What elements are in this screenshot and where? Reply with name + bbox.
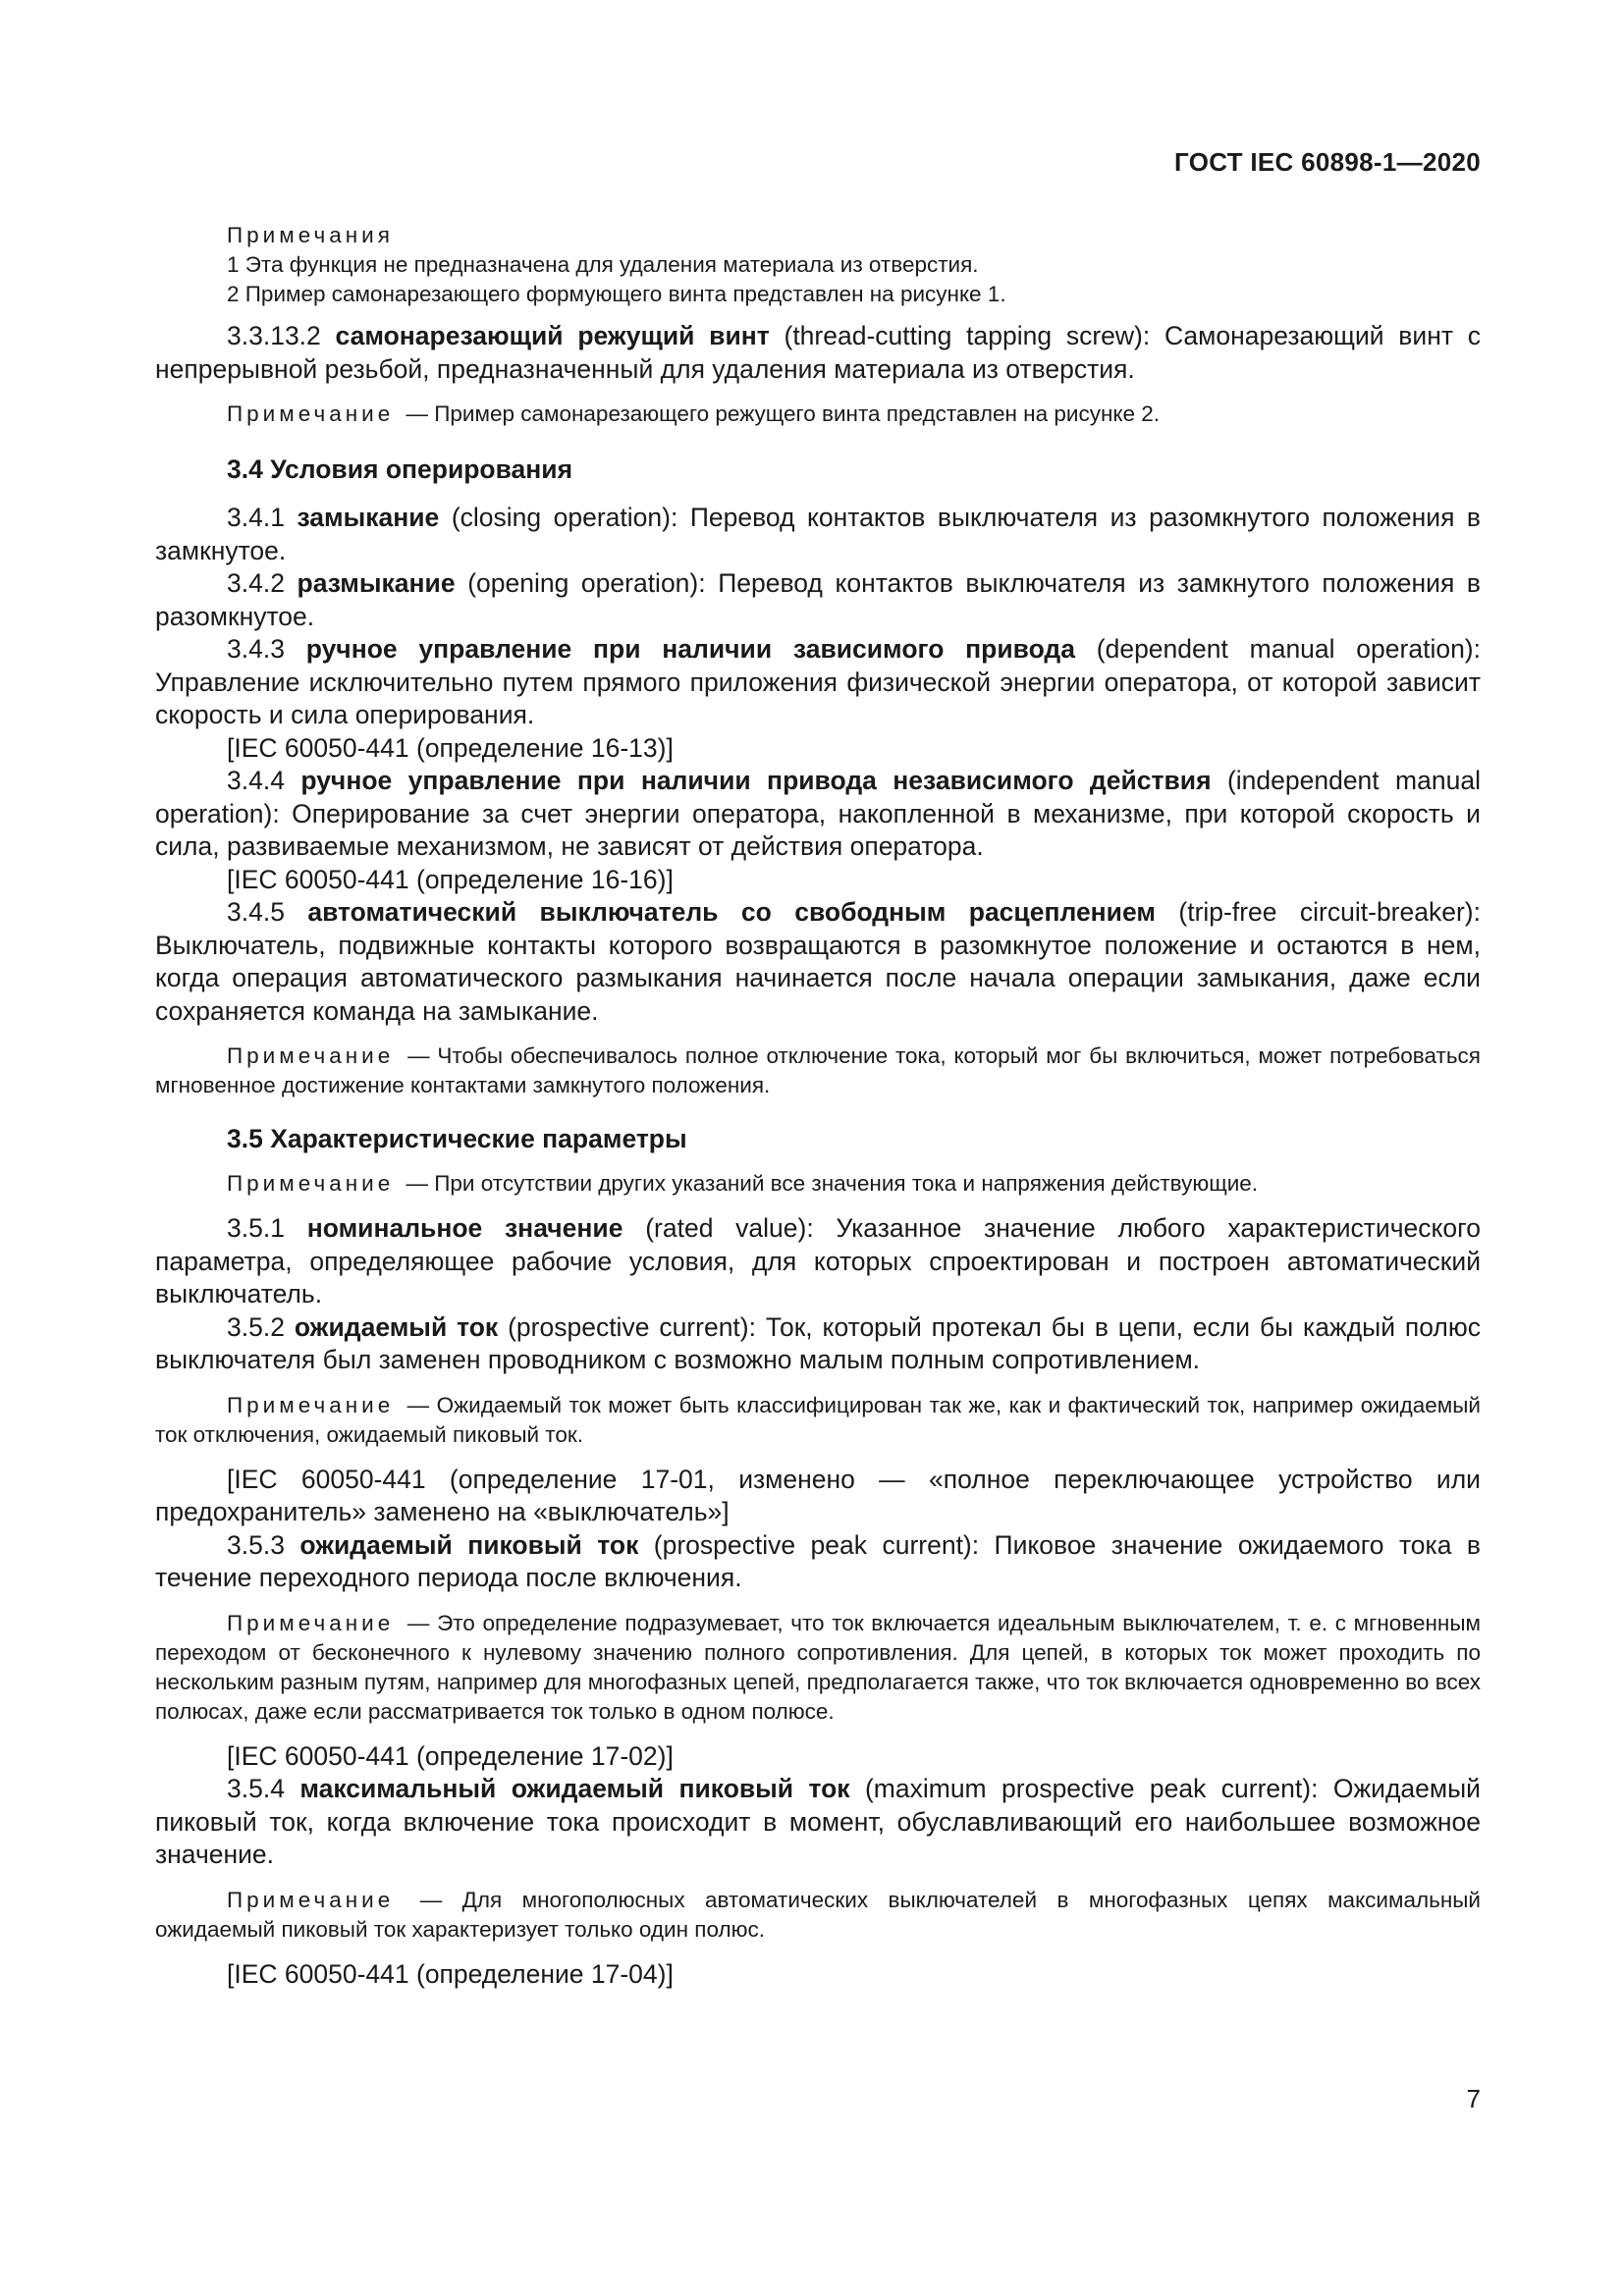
definition-text: (dependent manual operation): Управление исключительно путем прямого приложения физической энергии оператора, от которой зависит скорость и сила оперирования. [155, 634, 1481, 729]
reference: [IEC 60050-441 (определение 17-04)] [227, 1958, 674, 1989]
note [155, 1886, 1481, 1945]
note-text: — Чтобы обеспечивалось полное отключение тока, который мог бы включиться, может потребоваться мгновенное достижение контактами замкнутого положения. [155, 1043, 1481, 1097]
definition-number: 3.4.2 [227, 568, 285, 598]
note-text: — При отсутствии других указаний все значения тока и напряжения действующие. [406, 1171, 1259, 1196]
definition-number: 3.3.13.2 [227, 321, 321, 350]
note-text: — Пример самонарезающего режущего винта представлен на рисунке 2. [406, 401, 1161, 426]
definition-3-4-4 [155, 765, 1481, 864]
definition-3-4-1 [155, 502, 1481, 567]
notes-label: Примечания [227, 223, 394, 247]
definition-3-5-3 [155, 1529, 1481, 1595]
note [155, 1041, 1481, 1100]
definition-number: 3.4.3 [227, 634, 285, 664]
reference: [IEC 60050-441 (определение 17-01, изменено — «полное переключающее устройство или предохранитель» заменено на «выключатель»] [155, 1464, 1481, 1526]
definition-3-5-1 [155, 1212, 1481, 1311]
section-heading: 3.4 Условия оперирования [227, 454, 573, 484]
note-label: Примечание [227, 1043, 395, 1068]
definition-text: (trip-free circuit-breaker): Выключатель, подвижные контакты которого возвращаются в разомкнутое положение и остаются в нем, когда операция автоматического размыкания начинается после начала операции замыкания, даже если сохраняется команда на замыкание. [155, 897, 1481, 1026]
document-header: ГОСТ IEC 60898-1—2020 [1174, 147, 1481, 177]
definition-term: размыкание [297, 568, 456, 598]
note-label: Примечание [227, 1392, 395, 1417]
definition-text: (prospective peak current): Пиковое значение ожидаемого тока в течение переходного периода после включения. [155, 1529, 1481, 1592]
definition-number: 3.5.2 [227, 1311, 285, 1342]
definition-text: (independent manual operation): Оперирование за счет энергии оператора, накопленной в механизме, при которой скорость и сила, развиваемые механизмом, не зависят от действия оператора. [155, 766, 1481, 861]
definition-3-4-5 [155, 896, 1481, 1028]
document-body [155, 221, 1481, 1991]
definition-term: ожидаемый ток [294, 1311, 499, 1342]
definition-term: автоматический выключатель со свободным расцеплением [307, 897, 1156, 927]
definition-term: ожидаемый пиковый ток [299, 1529, 639, 1560]
note-item: 1 Эта функция не предназначена для удаления материала из отверстия. [227, 252, 979, 277]
definition-3-5-2 [155, 1311, 1481, 1377]
definition-3-4-3 [155, 633, 1481, 732]
note-text: — Ожидаемый ток может быть классифицирован так же, как и фактический ток, например ожидаемый ток отключения, ожидаемый пиковый ток. [155, 1392, 1481, 1447]
note-label: Примечание [227, 1887, 395, 1912]
note-text: — Это определение подразумевает, что ток включается идеальным выключателем, т. е. с мгновенным переходом от бесконечного к нулевому значению полного сопротивления. Для цепей, в которых ток может проходить по нескольким разным путям, например для многофазных цепей, предполагается также, что ток включается одновременно во всех полюсах, даже если рассматривается ток только в одном полюсе. [155, 1610, 1481, 1724]
definition-text: (maximum prospective peak current): Ожидаемый пиковый ток, когда включение тока происходит в момент, обуславливающий его наибольшее возможное значение. [155, 1774, 1481, 1869]
definition-text: (opening operation): Перевод контактов выключателя из замкнутого положения в разомкнутое. [155, 568, 1481, 631]
note-text: — Для многополюсных автоматических выключателей в многофазных цепях максимальный ожидаемый пиковый ток характеризует только один полюс. [155, 1887, 1481, 1942]
reference: [IEC 60050-441 (определение 16-16)] [227, 864, 674, 894]
definition-3-5-4 [155, 1773, 1481, 1872]
definition-number: 3.5.3 [227, 1529, 285, 1560]
note [155, 1609, 1481, 1727]
note [155, 1391, 1481, 1450]
definition-text: (closing operation): Перевод контактов выключателя из разомкнутого положения в замкнутое. [155, 503, 1481, 565]
definition-term: самонарезающий режущий винт [335, 321, 770, 350]
definition-number: 3.4.4 [227, 766, 285, 795]
reference: [IEC 60050-441 (определение 17-02)] [227, 1740, 674, 1771]
section-heading: 3.5 Характеристические параметры [227, 1124, 687, 1153]
reference: [IEC 60050-441 (определение 16-13)] [227, 732, 674, 763]
definition-text: (thread-cutting tapping screw): Самонарезающий винт с непрерывной резьбой, предназначенный для удаления материала из отверстия. [155, 321, 1481, 384]
notes-block [155, 221, 1481, 309]
note-label: Примечание [227, 1610, 395, 1635]
definition-term: ручное управление при наличии привода независимого действия [300, 766, 1212, 795]
definition-term: замыкание [297, 503, 440, 532]
note-item: 2 Пример самонарезающего формующего винта представлен на рисунке 1. [227, 282, 1006, 306]
page-number: 7 [1466, 2084, 1481, 2113]
definition-number: 3.5.1 [227, 1213, 285, 1243]
definition-number: 3.4.5 [227, 897, 285, 927]
definition-number: 3.4.1 [227, 503, 285, 532]
note [155, 1169, 1481, 1199]
note-label: Примечание [227, 401, 395, 426]
definition-term: ручное управление при наличии зависимого привода [305, 634, 1075, 664]
definition-term: номинальное значение [306, 1213, 623, 1243]
definition-text: (rated value): Указанное значение любого характеристического параметра, определяющее рабочие условия, для которых спроектирован и построен автоматический выключатель. [155, 1213, 1481, 1308]
definition-term: максимальный ожидаемый пиковый ток [299, 1774, 850, 1803]
note-label: Примечание [227, 1171, 395, 1196]
note [155, 400, 1481, 429]
definition-3-4-2 [155, 567, 1481, 633]
definition-3-3-13-2 [155, 320, 1481, 386]
definition-number: 3.5.4 [227, 1774, 285, 1803]
definition-text: (prospective current): Ток, который протекал бы в цепи, если бы каждый полюс выключателя был заменен проводником с возможно малым полным сопротивлением. [155, 1311, 1481, 1374]
